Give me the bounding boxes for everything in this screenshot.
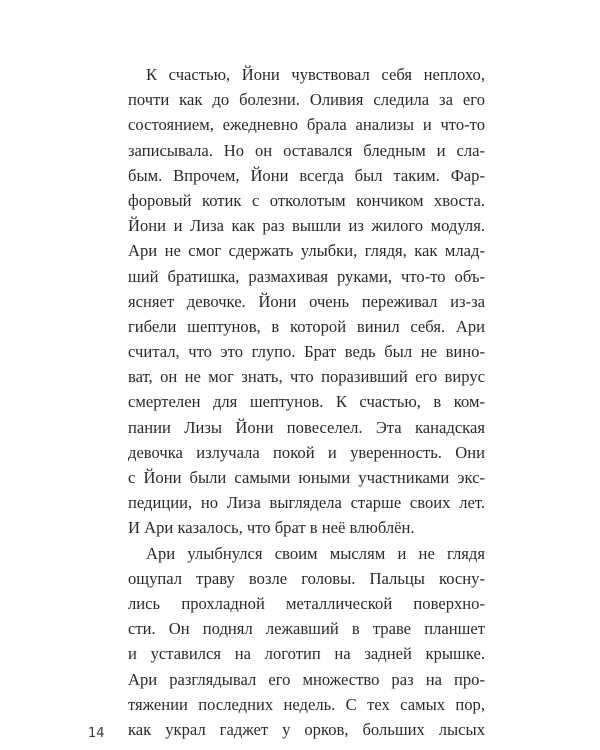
text-line: бым. Впрочем, Йони всегда был таким. Фар- <box>128 165 485 185</box>
text-line: педиции, но Лиза выглядела старше своих лет. <box>128 493 485 513</box>
text-line: как украл гаджет у орков, больших лысых <box>128 719 485 739</box>
text-line: состоянием, ежедневно брала анализы и что-то <box>128 115 485 135</box>
text-line: лись прохладной металлической поверхно- <box>128 593 485 613</box>
text-line: почти как до болезни. Оливия следила за его <box>128 90 485 110</box>
text-line: Ари улыбнулся своим мыслям и не глядя <box>146 543 485 563</box>
text-line: форовый котик с отколотым кончиком хвоста. <box>128 190 485 210</box>
text-line: Ари не смог сдержать улыбки, глядя, как млад- <box>128 241 485 261</box>
text-line: ощупал траву возле головы. Пальцы косну- <box>128 568 485 588</box>
text-line: Йони и Лиза как раз вышли из жилого модуля. <box>128 216 485 236</box>
text-line: и уставился на логотип на задней крышке. <box>128 644 485 664</box>
text-line: записывала. Но он оставался бледным и сла- <box>128 140 485 160</box>
text-line: тяжении последних недель. С тех самых пор, <box>128 694 485 714</box>
text-line: девочка излучала покой и уверенность. Они <box>128 442 485 462</box>
text-line: Ари разглядывал его множество раз на про- <box>128 669 485 689</box>
text-line: К счастью, Йони чувствовал себя неплохо, <box>146 65 485 84</box>
page-number: 14 <box>88 726 105 741</box>
text-line: считал, что это глупо. Брат ведь был не вино- <box>128 342 485 362</box>
text-line: гибели шептунов, в которой винил себя. Ари <box>128 316 485 336</box>
text-line: ват, он не мог знать, что поразивший его вирус <box>128 367 485 387</box>
text-line: сти. Он поднял лежавший в траве планшет <box>128 619 485 639</box>
text-line: с Йони были самыми юными участниками экс- <box>128 468 485 487</box>
text-column <box>128 62 485 742</box>
text-line: ший братишка, размахивая руками, что-то объ- <box>128 266 485 286</box>
text-line: пании Лизы Йони повеселел. Эта канадская <box>128 417 485 437</box>
text-line: ясняет девочке. Йони очень переживал из-за <box>128 291 485 311</box>
text-line: И Ари казалось, что брат в неё влюблён. <box>128 518 415 538</box>
text-line: смертелен для шептунов. К счастью, в ком- <box>128 392 485 412</box>
